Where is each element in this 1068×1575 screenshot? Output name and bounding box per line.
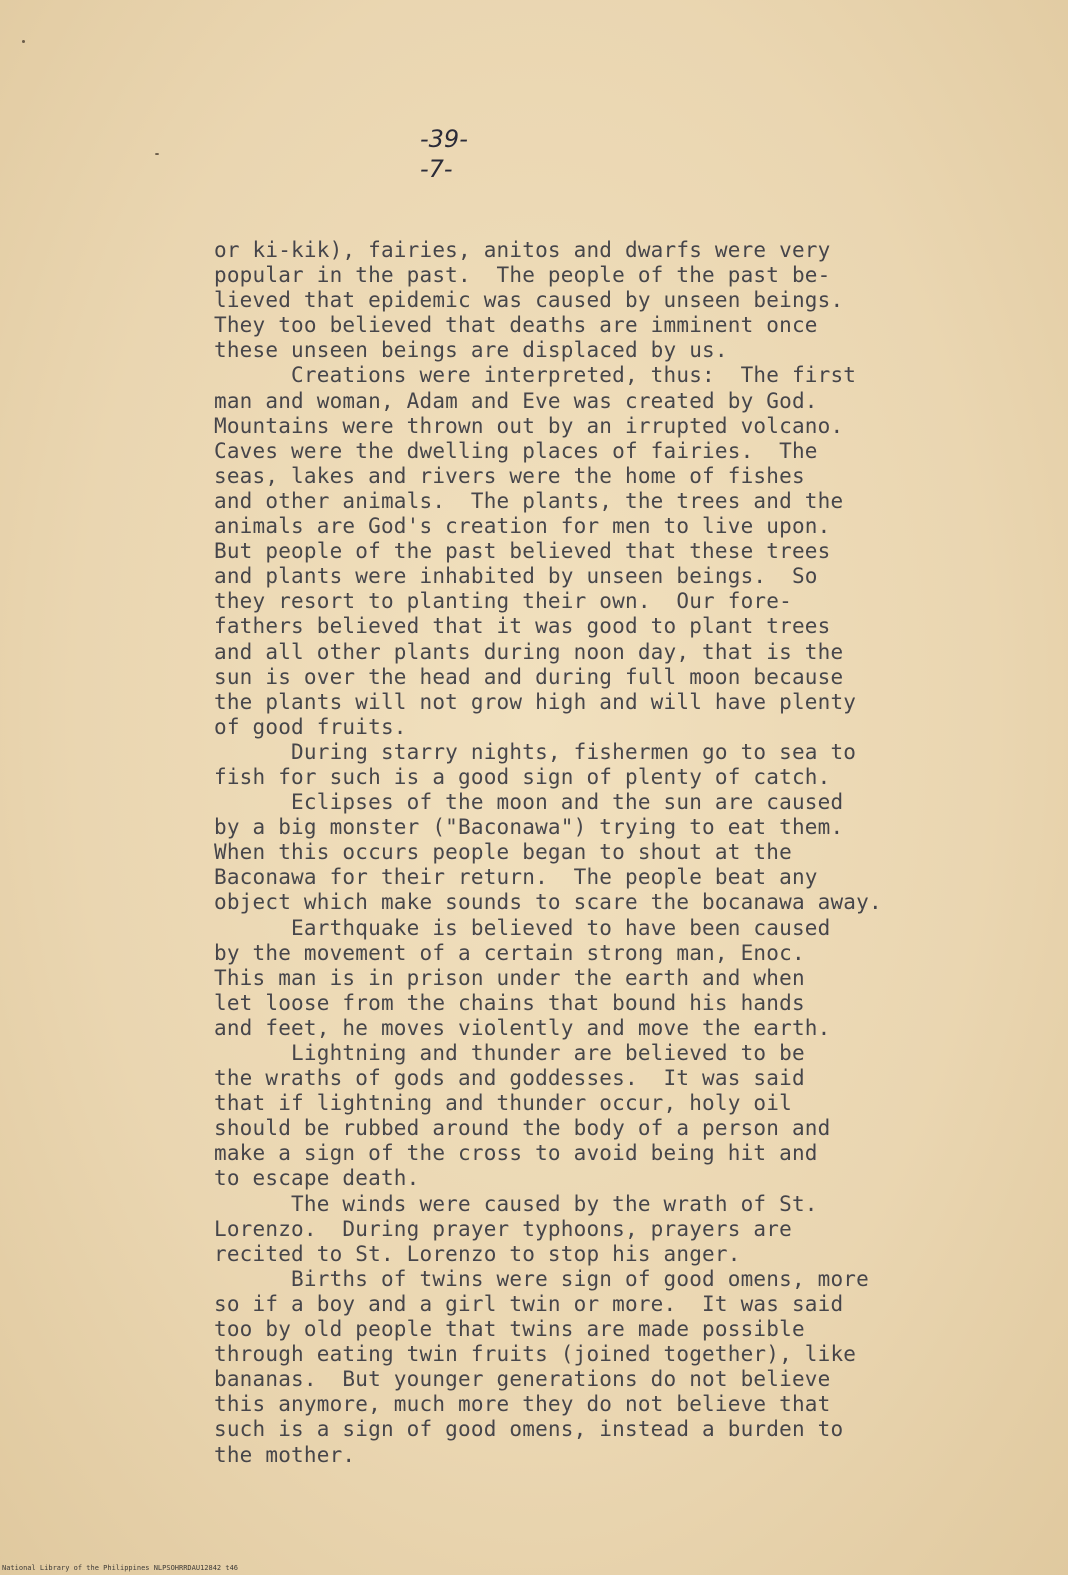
archive-footer: National Library of the Philippines NLPSOHRRDAU12842 t46 xyxy=(2,1564,239,1572)
text-line: let loose from the chains that bound his hands xyxy=(214,990,805,1015)
text-line: too by old people that twins are made possible xyxy=(214,1317,805,1342)
text-line: this anymore, much more they do not believe that xyxy=(214,1392,831,1417)
paper-speck xyxy=(155,153,159,155)
text-line: During starry nights, fishermen go to sea to xyxy=(214,739,857,764)
text-line: the plants will not grow high and will have plenty xyxy=(214,689,857,714)
text-line: Mountains were thrown out by an irrupted volcano. xyxy=(214,413,844,438)
text-line: They too believed that deaths are imminent once xyxy=(214,313,818,338)
text-line: through eating twin fruits (joined together), like xyxy=(214,1342,857,1367)
text-line: This man is in prison under the earth and when xyxy=(214,965,805,990)
text-line: But people of the past believed that these trees xyxy=(214,539,831,564)
text-line: lieved that epidemic was caused by unseen beings. xyxy=(214,288,844,313)
page-number-block xyxy=(420,124,468,184)
text-line: seas, lakes and rivers were the home of fishes xyxy=(214,463,805,488)
text-line: or ki-kik), fairies, anitos and dwarfs were very xyxy=(214,238,831,262)
text-line: and other animals. The plants, the trees and the xyxy=(214,488,844,513)
text-line: they resort to planting their own. Our fore- xyxy=(214,589,792,614)
text-line: When this occurs people began to shout at the xyxy=(214,840,792,865)
text-line: and plants were inhabited by unseen beings. So xyxy=(214,564,818,589)
page-number-primary: -39- xyxy=(420,125,468,153)
text-line: bananas. But younger generations do not believe xyxy=(214,1367,831,1392)
text-line: fish for such is a good sign of plenty of catch. xyxy=(214,764,831,789)
paper-speck xyxy=(22,40,25,43)
text-line: man and woman, Adam and Eve was created by God. xyxy=(214,388,818,413)
text-line: Lightning and thunder are believed to be xyxy=(214,1041,805,1065)
text-line: Eclipses of the moon and the sun are caused xyxy=(214,790,844,815)
text-line: to escape death. xyxy=(214,1166,420,1191)
text-line: object which make sounds to scare the bocanawa away. xyxy=(214,890,882,915)
text-line: Lorenzo. During prayer typhoons, prayers are xyxy=(214,1216,792,1241)
text-line: recited to St. Lorenzo to stop his anger. xyxy=(214,1241,741,1266)
text-line: make a sign of the cross to avoid being hit and xyxy=(214,1141,818,1166)
text-line: Creations were interpreted, thus: The first xyxy=(214,363,857,388)
text-line: by the movement of a certain strong man, Enoc. xyxy=(214,940,805,965)
text-line: fathers believed that it was good to plant trees xyxy=(214,614,831,639)
page-number-secondary: -7- xyxy=(420,155,453,183)
text-line: these unseen beings are displaced by us. xyxy=(214,338,728,363)
text-line: by a big monster ("Baconawa") trying to eat them. xyxy=(214,815,844,840)
text-line: that if lightning and thunder occur, holy oil xyxy=(214,1091,792,1116)
text-line: Earthquake is believed to have been caused xyxy=(214,915,831,940)
text-line: The winds were caused by the wrath of St. xyxy=(214,1191,818,1216)
text-line: the mother. xyxy=(214,1442,356,1467)
text-line: Baconawa for their return. The people beat any xyxy=(214,865,818,890)
text-line: so if a boy and a girl twin or more. It was said xyxy=(214,1291,844,1316)
text-line: sun is over the head and during full moon because xyxy=(214,664,844,689)
text-line: of good fruits. xyxy=(214,714,407,739)
text-line: should be rubbed around the body of a person and xyxy=(214,1116,831,1141)
text-line: Caves were the dwelling places of fairies. The xyxy=(214,438,818,463)
text-line: Births of twins were sign of good omens, more xyxy=(214,1266,869,1291)
typed-body-text xyxy=(214,238,1004,1468)
text-line: the wraths of gods and goddesses. It was said xyxy=(214,1066,805,1091)
text-line: and feet, he moves violently and move the earth. xyxy=(214,1015,831,1040)
text-line: popular in the past. The people of the past be- xyxy=(214,263,831,288)
text-line: and all other plants during noon day, that is the xyxy=(214,639,844,664)
text-line: such is a sign of good omens, instead a burden to xyxy=(214,1417,844,1442)
text-line: animals are God's creation for men to live upon. xyxy=(214,514,831,539)
